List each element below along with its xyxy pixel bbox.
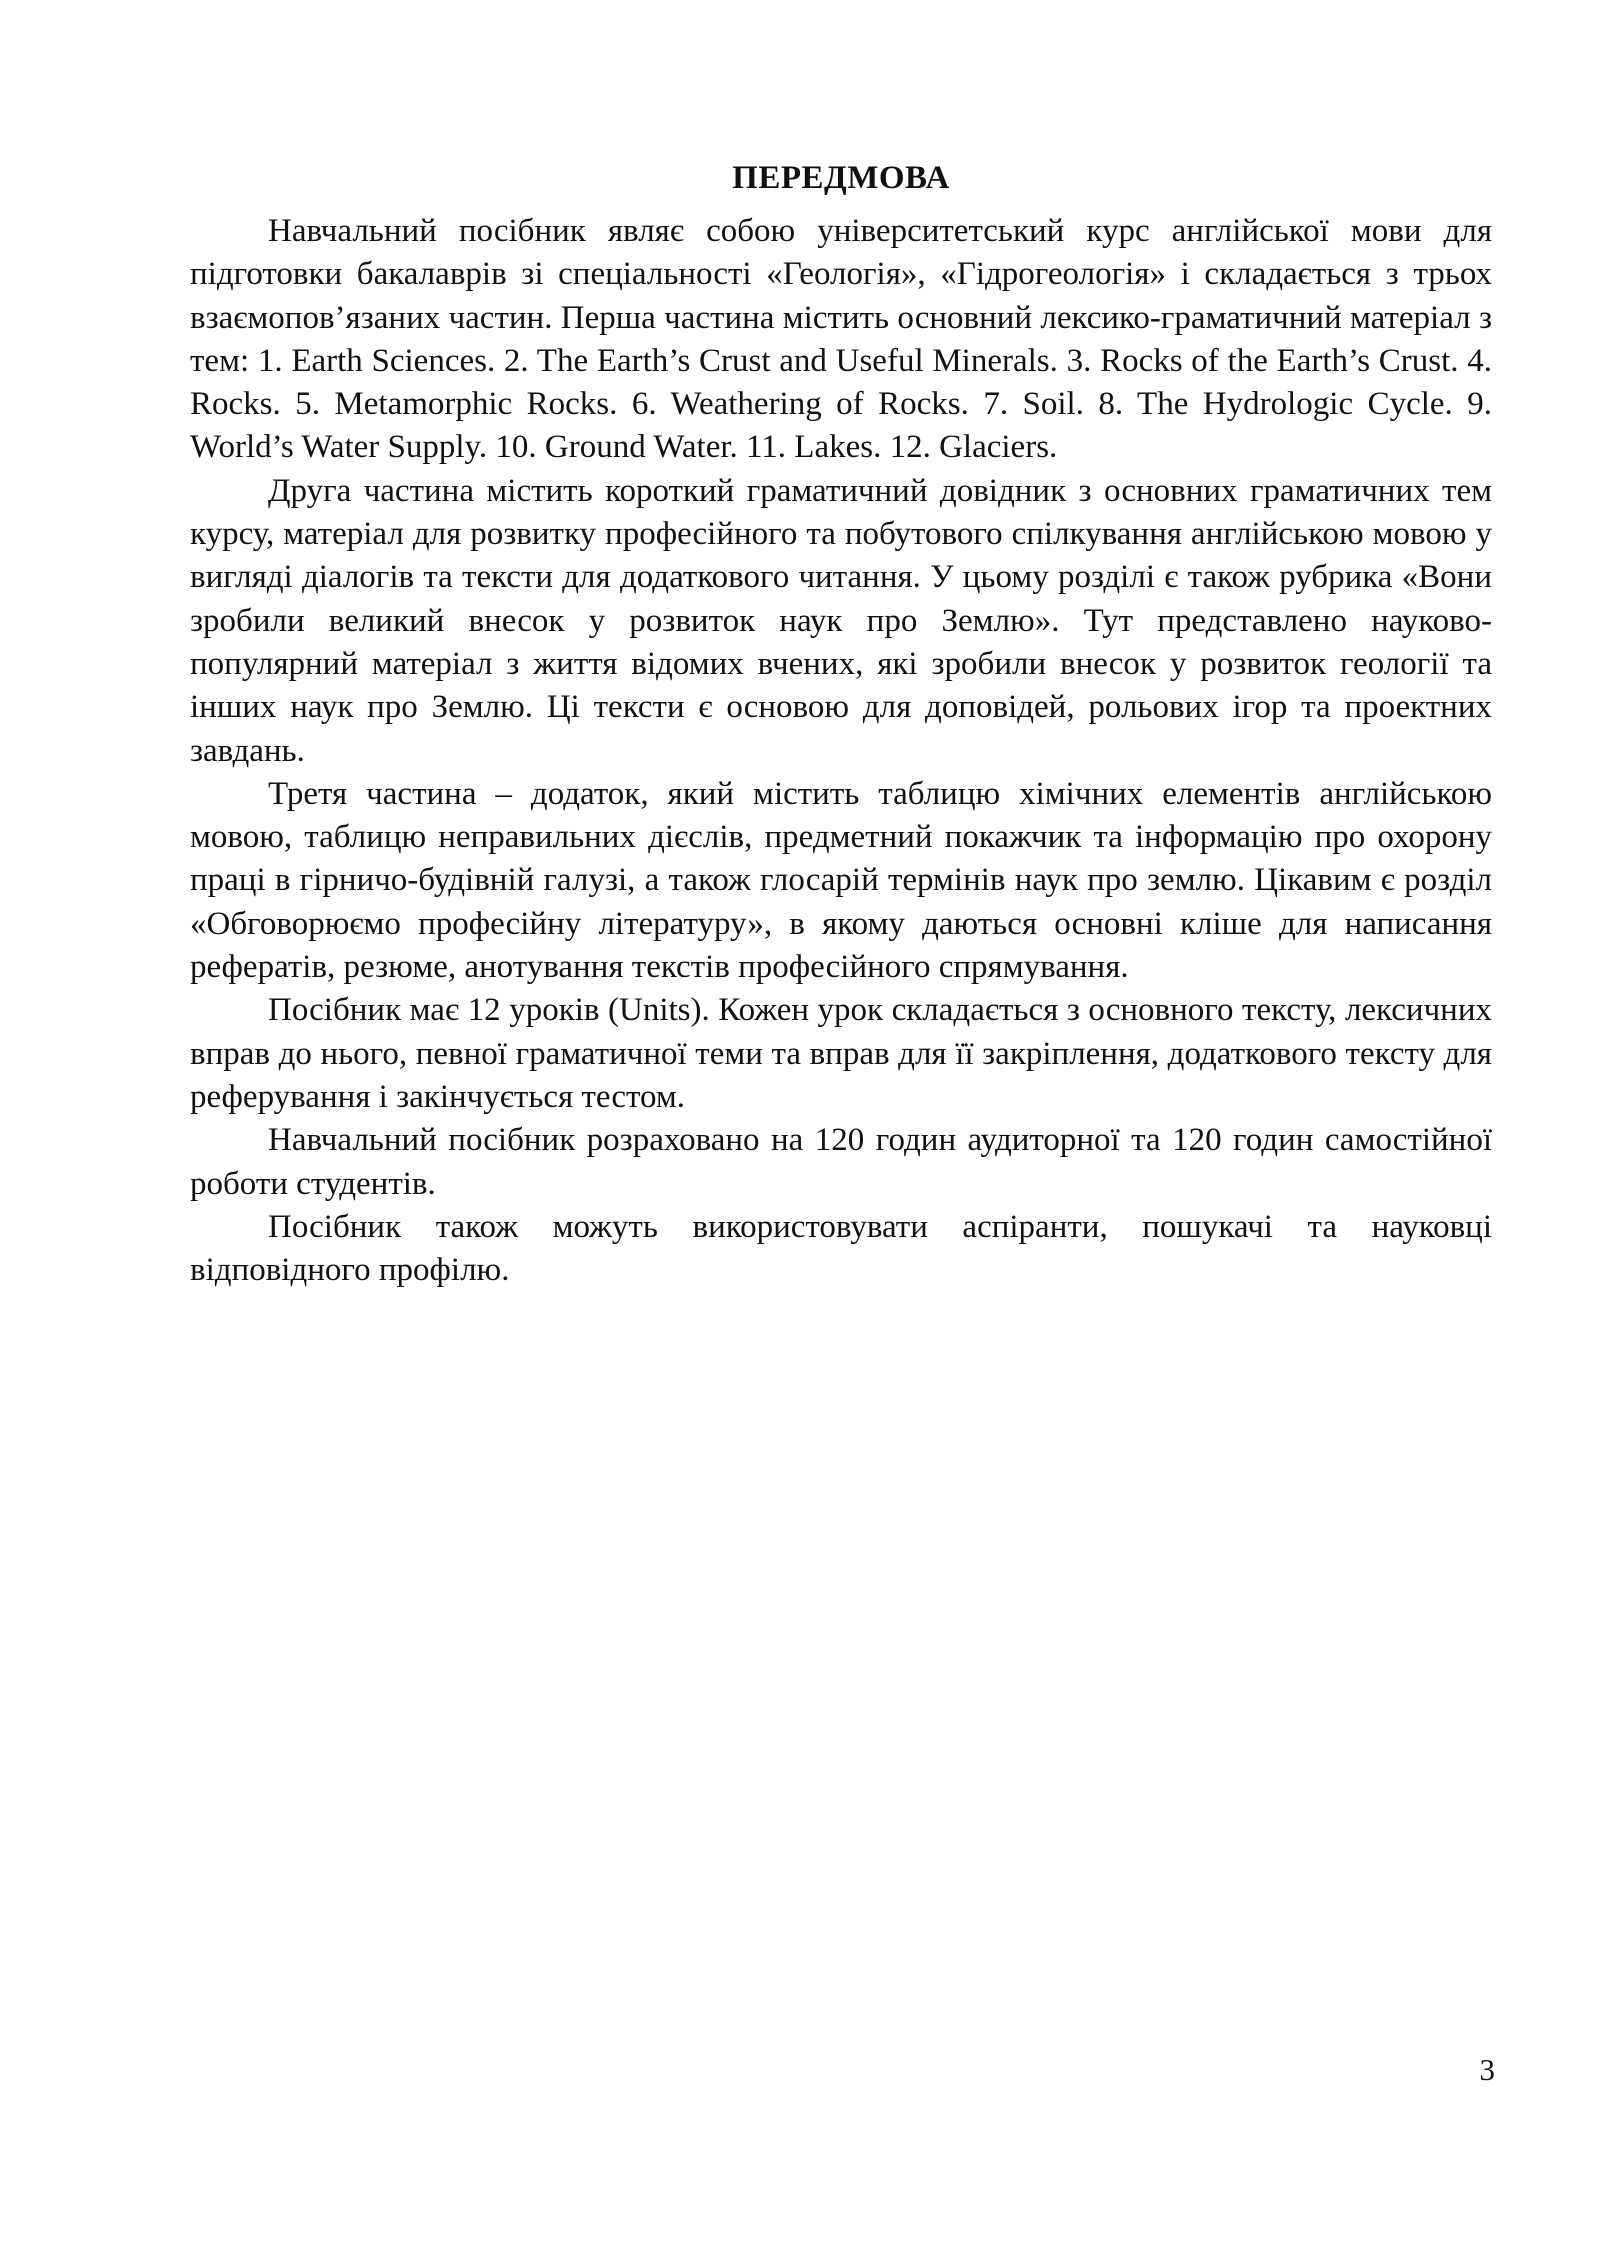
paragraph-course-overview: Навчальний посібник являє собою університетський курс англійської мови для підготовки бакалаврів зі спеціальності «Геологія», «Гідрогеологія» і складається з трьох взаємопов’язаних частин. Перша частина містить основний лексико-граматичний матеріал з тем: 1. Earth Sciences. 2. The Earth’s Crust and Useful Minerals. 3. Rocks of the Earth’s Crust. 4. Rocks. 5. Metamorphic Rocks. 6. Weathering of Rocks. 7. Soil. 8. The Hydrologic Cycle. 9. World’s Water Supply. 10. Ground Water. 11. Lakes. 12. Glaciers. <box>190 213 1492 466</box>
paragraph-units: Посібник має 12 уроків (Units). Кожен урок складається з основного тексту, лексичних вправ до нього, певної граматичної теми та вправ для її закріплення, додаткового тексту для реферування і закінчується тестом. <box>190 992 1492 1115</box>
paragraph-audience: Посібник також можуть використовувати аспіранти, пошукачі та науковці відповідного профілю. <box>190 1208 1492 1289</box>
page-title: ПЕРЕДМОВА <box>732 160 950 196</box>
paragraph-hours: Навчальний посібник розраховано на 120 годин аудиторної та 120 годин самостійної роботи студентів. <box>190 1122 1492 1202</box>
paragraph-part-three: Третя частина – додаток, який містить таблицю хімічних елементів англійською мовою, таблицю неправильних дієслів, предметний покажчик та інформацію про охорону праці в гірничо-будівній галузі, а також глосарій термінів наук про землю. Цікавим є розділ «Обговорюємо професійну літературу», в якому даються основні кліше для написання рефератів, резюме, анотування текстів професійного спрямування. <box>190 775 1492 986</box>
page-number: 3 <box>1479 2052 1495 2087</box>
page-content <box>190 148 1492 1292</box>
paragraph-part-two: Друга частина містить короткий граматичний довідник з основних граматичних тем курсу, матеріал для розвитку професійного та побутового спілкування англійською мовою у вигляді діалогів та тексти для додаткового читання. У цьому розділі є також рубрика «Вони зробили великий внесок у розвиток наук про Землю». Тут представлено науково-популярний матеріал з життя відомих вчених, які зробили внесок у розвиток геології та інших наук про Землю. Ці тексти є основою для доповідей, рольових ігор та проектних завдань. <box>190 472 1492 769</box>
